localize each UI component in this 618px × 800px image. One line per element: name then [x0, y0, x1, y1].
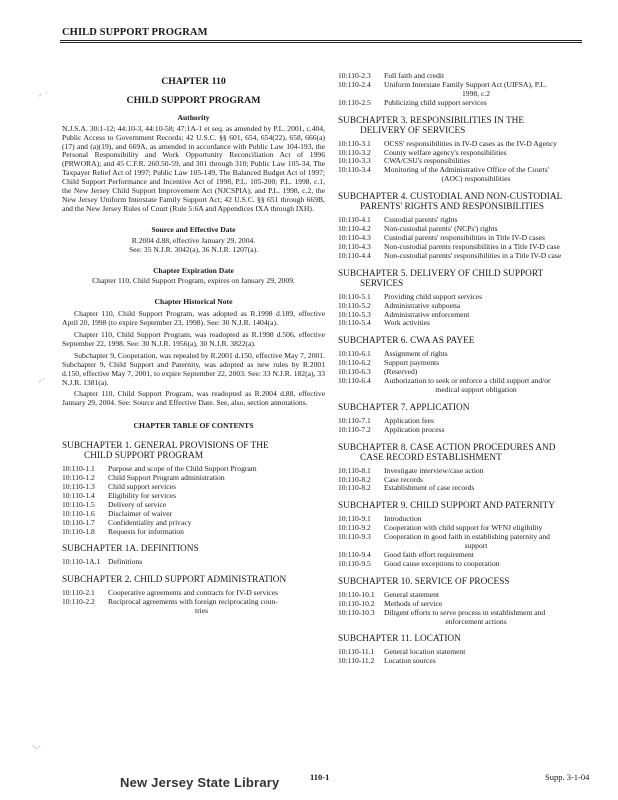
- section-title-text: CWA/CSU's responsibilities: [384, 156, 470, 166]
- subchapter-heading: [338, 116, 598, 136]
- section-title-continued: support: [464, 541, 488, 551]
- section-title-text: Delivery of service: [108, 499, 167, 509]
- right-top-entries: [338, 72, 598, 108]
- section-title: [108, 598, 325, 616]
- subchapter-heading: [62, 544, 325, 554]
- subchapter-title: SUBCHAPTER 3. RESPONSIBILITIES IN THE: [338, 115, 525, 126]
- margin-mark: ⸝ ·: [38, 88, 48, 98]
- section-number: 10:110-5.1: [338, 291, 371, 301]
- section-title-text: General statement: [384, 589, 440, 599]
- section-title-text: Authorization to seek or enforce a child support and/or: [384, 376, 551, 386]
- section-number: 10:110-2.1: [62, 588, 95, 598]
- section-number: 10:110-4.3: [338, 232, 371, 242]
- section-title-continued: 1998, c.2: [461, 88, 491, 98]
- toc-entry: [338, 293, 598, 302]
- authority-heading: Authority: [177, 112, 210, 122]
- toc-entry: [62, 501, 325, 510]
- section-title-text: Cooperation in good faith in establishing paternity and: [384, 532, 550, 542]
- toc-entry: [62, 474, 325, 483]
- section-title-text: Non-custodial parents' (NCPs') rights: [384, 224, 498, 234]
- section-title-text: Requests for information: [108, 526, 184, 536]
- left-toc: [62, 441, 325, 616]
- toc-entry: [338, 657, 598, 666]
- subchapter-entries: [62, 589, 325, 616]
- section-number: 10:110-8.2: [338, 483, 371, 493]
- toc-entry: [62, 519, 325, 528]
- section-number: 10:110-2.2: [62, 597, 95, 607]
- margin-mark: ⸜⸝: [32, 740, 42, 750]
- section-number: 10:110-6.3: [338, 367, 371, 377]
- section-number: 10:110-5.2: [338, 300, 371, 310]
- running-head: CHILD SUPPORT PROGRAM: [62, 27, 208, 38]
- section-number: 10:110-6.2: [338, 358, 371, 368]
- section-title-text: Purpose and scope of the Child Support Program: [108, 464, 257, 474]
- subchapter-entries: [62, 465, 325, 536]
- section-title: [108, 528, 325, 537]
- section-number: 10:110-1.2: [62, 473, 95, 483]
- section-title: [384, 319, 598, 328]
- section-number: 10:110-9.4: [338, 550, 371, 559]
- section-title-text: Diligent efforts to serve process in establishment and: [384, 607, 546, 617]
- section-number: 10:110-6.1: [338, 349, 371, 359]
- header-rule-secondary: [60, 42, 582, 43]
- section-number: 10:110-11.2: [338, 656, 375, 666]
- section-title-text: Eligibility for services: [108, 490, 176, 500]
- subchapter-heading: [338, 577, 598, 587]
- history-heading: Chapter Historical Note: [154, 297, 233, 307]
- toc-entry: [62, 528, 325, 537]
- section-title: [384, 252, 598, 261]
- section-title-text: Non-custodial parents' responsibilities in a Title IV-D case: [384, 250, 562, 260]
- toc-entry: [338, 311, 598, 320]
- section-number: 10:110-9.5: [338, 558, 371, 568]
- subchapter-entries: [338, 515, 598, 568]
- source-citation: See: 35 N.J.R. 3042(a), 36 N.J.R. 1207(a).: [128, 244, 259, 254]
- subchapter-heading: [338, 443, 598, 463]
- section-number: 10:110-1.8: [62, 526, 95, 536]
- subchapter-title: SUBCHAPTER 5. DELIVERY OF CHILD SUPPORT: [338, 268, 544, 279]
- section-number: 10:110-10.3: [338, 607, 375, 617]
- section-number: 10:110-5.3: [338, 309, 371, 319]
- section-title-text: (Reserved): [384, 367, 418, 377]
- section-number: 10:110-4.3: [338, 241, 371, 251]
- section-title-continued: enforcement actions: [445, 616, 507, 626]
- subchapter-title: SUBCHAPTER 1A. DEFINITIONS: [62, 544, 199, 555]
- section-title-text: Good cause exceptions to cooperation: [384, 558, 500, 568]
- section-number: 10:110-4.1: [338, 215, 371, 225]
- subchapter-title: SUBCHAPTER 8. CASE ACTION PROCEDURES AND: [338, 442, 556, 453]
- section-number: 10:110-2.5: [338, 97, 371, 107]
- section-title-text: Disclaimer of waiver: [108, 508, 173, 518]
- section-title: [384, 609, 598, 627]
- section-number: 10:110-2.4: [338, 79, 371, 89]
- toc-entry: [338, 426, 598, 435]
- section-title-text: Definitions: [108, 557, 143, 567]
- toc-entry: [338, 417, 598, 426]
- toc-entry: [338, 319, 598, 328]
- subchapter-heading: [62, 575, 325, 585]
- toc-entry: [338, 591, 598, 600]
- section-title-text: Assignment of rights: [384, 349, 448, 359]
- subchapter-entries: [338, 216, 598, 261]
- subchapter-title-continued: DELIVERY OF SERVICES: [360, 125, 466, 136]
- section-title-text: Establishment of case records: [384, 483, 475, 493]
- header-rule: [60, 40, 582, 41]
- library-watermark: New Jersey State Library: [120, 775, 280, 790]
- toc-entry: [338, 166, 598, 184]
- section-title-text: Reciprocal agreements with foreign reciprocating coun-: [108, 597, 278, 607]
- section-title: [384, 81, 598, 99]
- section-number: 10:110-7.2: [338, 424, 371, 434]
- subchapter-title: SUBCHAPTER 4. CUSTODIAL AND NON-CUSTODIAL: [338, 192, 563, 203]
- section-title-text: Application fees: [384, 415, 434, 425]
- subchapter-entries: [338, 648, 598, 666]
- toc-entry: [62, 483, 325, 492]
- subchapter-title-continued: CASE RECORD ESTABLISHMENT: [360, 452, 502, 463]
- subchapter-entries: [338, 467, 598, 494]
- subchapter-title: SUBCHAPTER 9. CHILD SUPPORT AND PATERNITY: [338, 501, 555, 512]
- section-title-text: General location statement: [384, 647, 466, 657]
- expiration-text: Chapter 110, Child Support Program, expires on January 29, 2009.: [92, 276, 295, 286]
- section-number: 10:110-11.1: [338, 647, 375, 657]
- section-title-text: Custodial parents' responsibilities in Title IV-D cases: [384, 232, 545, 242]
- subchapter-title-continued: SERVICES: [360, 278, 404, 289]
- section-number: 10:110-10.1: [338, 589, 375, 599]
- history-paragraph: Chapter 110, Child Support Program, was adopted as R.1998 d.189, effective April 20, 1998 (to expire September 23, 1998). See: 30 N.J.R. 1404(a).: [62, 309, 325, 328]
- toc-entry: [338, 99, 598, 108]
- section-number: 10:110-9.1: [338, 514, 371, 524]
- section-title: [384, 533, 598, 551]
- section-title-text: Monitoring of the Administrative Office of the Courts': [384, 165, 550, 175]
- subchapter-title: SUBCHAPTER 7. APPLICATION: [338, 402, 470, 413]
- section-title-continued: medical support obligation: [435, 384, 517, 394]
- section-title-text: Work activities: [384, 318, 430, 328]
- subchapter-title: SUBCHAPTER 10. SERVICE OF PROCESS: [338, 576, 510, 587]
- subchapter-entries: [338, 591, 598, 627]
- toc-entry: [338, 648, 598, 657]
- chapter-label: CHAPTER 110: [161, 76, 226, 87]
- section-title-text: Support payments: [384, 358, 440, 368]
- section-number: 10:110-9.3: [338, 532, 371, 542]
- toc-entry: [338, 484, 598, 493]
- section-title-continued: tries: [194, 606, 209, 616]
- source-heading: Source and Effective Date: [151, 224, 236, 234]
- right-toc: [338, 116, 598, 667]
- toc-entry: [338, 560, 598, 569]
- subchapter-heading: [338, 336, 598, 346]
- history-paragraph: Chapter 110, Child Support Program, was readopted as R.2004 d.88, effective January 29, 2004. See: Source and Effective Date. See, also, section annotations.: [62, 389, 325, 408]
- section-title: [384, 99, 598, 108]
- section-number: 10:110-4.2: [338, 224, 371, 234]
- section-title-text: Child support services: [108, 482, 176, 491]
- subchapter-title: SUBCHAPTER 1. GENERAL PROVISIONS OF THE: [62, 441, 269, 452]
- section-title-text: Uniform Interstate Family Support Act (UIFSA), P.L.: [384, 79, 547, 89]
- subchapter-heading: [338, 269, 598, 289]
- section-number: 10:110-1A.1: [62, 557, 101, 567]
- section-title-text: Methods of service: [384, 598, 443, 608]
- section-title-text: County welfare agency's responsibilities: [384, 147, 507, 157]
- section-number: 10:110-6.4: [338, 376, 371, 386]
- section-title: [384, 426, 598, 435]
- subchapter-entries: [62, 558, 325, 567]
- section-title: [384, 166, 598, 184]
- subchapter-entries: [338, 350, 598, 395]
- toc-entry: [62, 558, 325, 567]
- section-number: 10:110-1.4: [62, 490, 95, 500]
- section-number: 10:110-3.4: [338, 165, 371, 175]
- section-number: 10:110-1.6: [62, 508, 95, 518]
- section-title-text: Administrative subpoena: [384, 300, 461, 310]
- section-title-text: Application process: [384, 424, 445, 434]
- toc-heading: CHAPTER TABLE OF CONTENTS: [133, 421, 254, 431]
- section-title-text: Publicizing child support services: [384, 97, 487, 107]
- section-title-text: Child Support Program administration: [108, 473, 225, 483]
- subchapter-title: SUBCHAPTER 6. CWA AS PAYEE: [338, 336, 475, 347]
- section-number: 10:110-5.4: [338, 318, 371, 328]
- left-column: [62, 72, 325, 616]
- toc-entry: [338, 350, 598, 359]
- section-title-text: Cooperation with child support for WFNJ eligibility: [384, 523, 543, 533]
- section-number: 10:110-3.2: [338, 147, 371, 157]
- right-column: [338, 72, 598, 666]
- source-line: R.2004 d.88, effective January 29, 2004.: [131, 235, 256, 245]
- subchapter-heading: [338, 634, 598, 644]
- section-number: 10:110-10.2: [338, 598, 375, 608]
- section-title-text: OCSS' responsibilities in IV-D cases as the IV-D Agency: [384, 138, 557, 148]
- toc-entry: [62, 598, 325, 616]
- subchapter-title-continued: CHILD SUPPORT PROGRAM: [84, 451, 204, 462]
- subchapter-heading: [338, 403, 598, 413]
- section-title-text: Case records: [384, 474, 424, 484]
- section-title-text: Providing child support services: [384, 291, 483, 301]
- section-number: 10:110-3.1: [338, 138, 371, 148]
- history-paragraph: Chapter 110, Child Support Program, was readopted as R.1998 d.506, effective September 22, 1998. See: 30 N.J.R. 1956(a), 30 N.J.R. 3822(a).: [62, 330, 325, 348]
- page-number: 110-1: [310, 772, 330, 782]
- subchapter-title: SUBCHAPTER 2. CHILD SUPPORT ADMINISTRATION: [62, 575, 287, 586]
- section-title: [384, 484, 598, 493]
- section-number: 10:110-1.1: [62, 464, 95, 474]
- subchapter-title: SUBCHAPTER 11. LOCATION: [338, 634, 461, 645]
- section-number: 10:110-2.3: [338, 71, 371, 80]
- toc-entry: [338, 609, 598, 627]
- section-title-text: Non-custodial parents responsibilities in a Title IV-D case: [384, 241, 560, 251]
- toc-entry: [62, 510, 325, 519]
- section-number: 10:110-9.2: [338, 523, 371, 533]
- section-title-text: Good faith effort requirement: [384, 550, 474, 559]
- section-title: [384, 560, 598, 569]
- section-number: 10:110-1.5: [62, 499, 95, 509]
- subchapter-title-continued: PARENTS' RIGHTS AND RESPONSIBILITIES: [360, 202, 544, 213]
- section-number: 10:110-8.2: [338, 474, 371, 484]
- section-title-text: Full faith and credit: [384, 71, 445, 80]
- expiration-heading: Chapter Expiration Date: [153, 265, 234, 275]
- toc-entry: [338, 533, 598, 551]
- toc-entry: [338, 377, 598, 395]
- section-number: 10:110-4.4: [338, 250, 371, 260]
- subchapter-entries: [338, 140, 598, 185]
- section-number: 10:110-7.1: [338, 415, 371, 425]
- toc-entry: [338, 467, 598, 476]
- toc-entry: [338, 359, 598, 368]
- subchapter-entries: [338, 417, 598, 435]
- margin-mark: ⸝·: [38, 374, 46, 384]
- section-title: [108, 558, 325, 567]
- section-title-text: Introduction: [384, 514, 422, 524]
- section-number: 10:110-8.1: [338, 465, 371, 475]
- section-title: [384, 377, 598, 395]
- section-title-text: Cooperative agreements and contracts for IV-D services: [108, 588, 279, 598]
- toc-entry: [338, 252, 598, 261]
- toc-entry: [338, 81, 598, 99]
- subchapter-heading: [338, 501, 598, 511]
- section-title-text: Investigate interview/case action: [384, 465, 484, 475]
- section-number: 10:110-1.7: [62, 517, 95, 527]
- section-title: [384, 657, 598, 666]
- section-title-text: Confidentiality and privacy: [108, 517, 192, 527]
- subchapter-entries: [338, 293, 598, 329]
- toc-entry: [62, 492, 325, 501]
- subchapter-heading: [62, 441, 325, 461]
- section-title-continued: (AOC) responsibilities: [441, 174, 511, 184]
- subchapter-heading: [338, 192, 598, 212]
- authority-text: N.J.S.A. 30:1-12; 44:10-3, 44:10-58; 47:1A-1 et seq. as amended by P.L. 2001, c.404, Public Access to Government Records; 42 U.S.C. §§ 601, 654, 654(22), 658, 666(a)(17) and (a)(19), and 669A, as amended in accordance with Public Law 104-193, the Personal Responsibility and Work Opportunity Reconciliation Act of 1996 (PRWORA); and 45 C.F.R. 260.50-59, and 301 through 310; Public Law 105-34, The Taxpayer Relief Act of 1997; Public Law 105-149, The Balanced Budget Act of 1997; Child Support Performance and Incentive Act of 1998, P.L. 105-200; P.L. 1998, c.1, the New Jersey Child Support Improvement Act (NJCSPIA); and P.L. 1998, c.2, the New Jersey Uniform Interstate Family Support Act; 42 U.S.C. §§ 651 through 669B, and the New Jersey Rules of Court (Rule 5:6A and Appendices IXA through IXH).: [62, 123, 325, 213]
- section-title-text: Administrative enforcement: [384, 309, 470, 319]
- chapter-title: CHILD SUPPORT PROGRAM: [126, 94, 261, 106]
- history-paragraph: Subchapter 9, Cooperation, was repealed by R.2001 d.150, effective May 7, 2001. Subchapter 9, Child Support and Paternity, was adopted as new rules by R.2001 d.150, effective May 7, 2001, to expire September 22, 2003. See: 33 N.J.R. 182(a), 33 N.J.R. 1381(a).: [62, 350, 325, 387]
- section-title-text: Custodial parents' rights: [384, 215, 458, 225]
- section-number: 10:110-3.3: [338, 156, 371, 166]
- section-title-text: Location sources: [384, 656, 436, 666]
- section-number: 10:110-1.3: [62, 482, 95, 491]
- supplement-label: Supp. 3-1-04: [545, 772, 590, 782]
